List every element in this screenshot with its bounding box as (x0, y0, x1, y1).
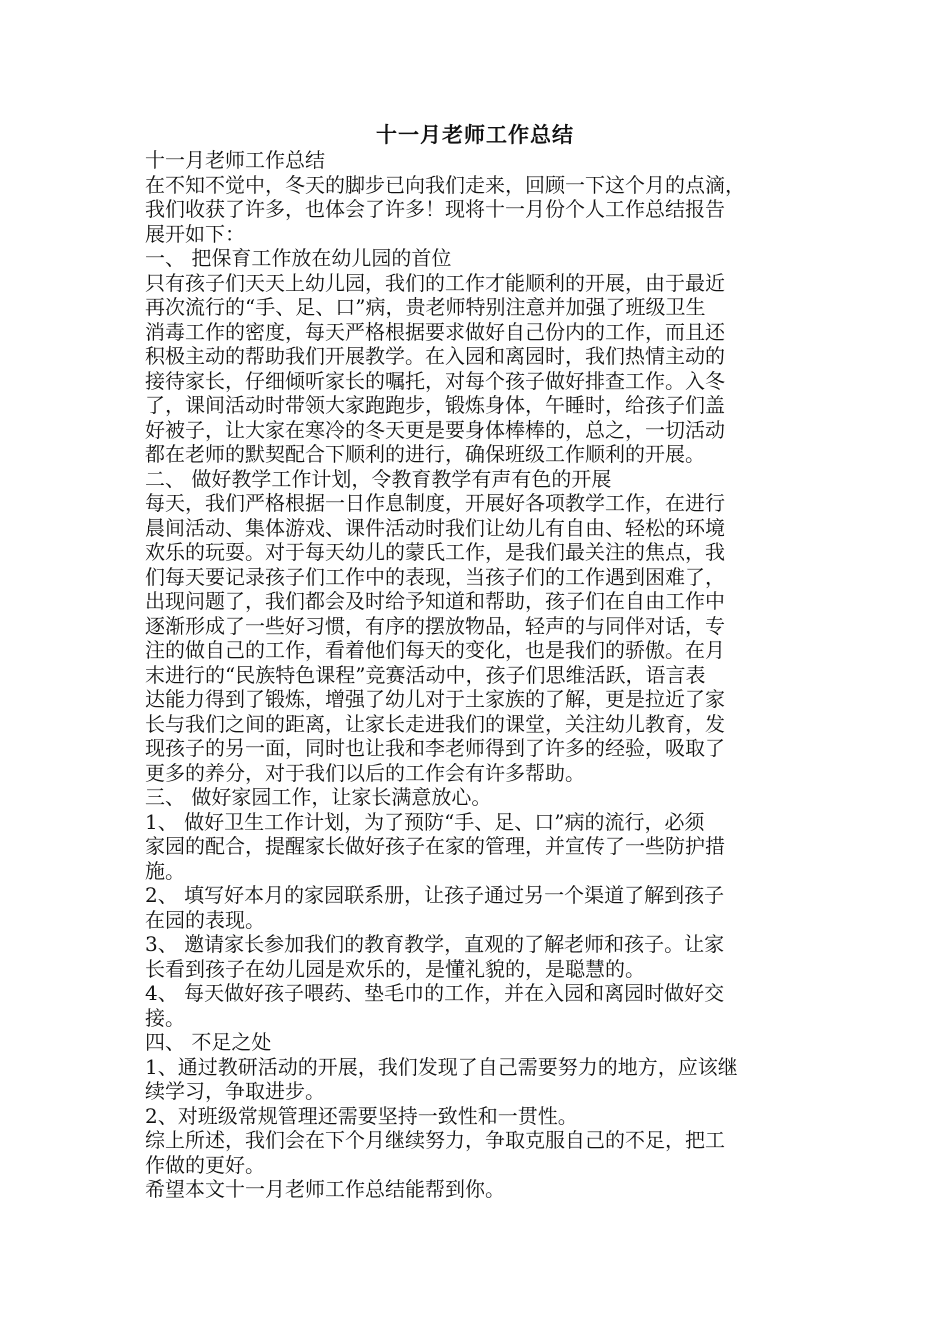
text-line: 消毒工作的密度，每天严格根据要求做好自己份内的工作，而且还 (145, 319, 725, 344)
text-line: 3、 邀请家长参加我们的教育教学，直观的了解老师和孩子。让家 (145, 932, 725, 956)
text-line: 2、 填写好本月的家园联系册，让孩子通过另一个渠道了解到孩子 (145, 883, 725, 907)
text-line: 了，课间活动时带领大家跑跑步，锻炼身体，午睡时，给孩子们盖 (145, 393, 725, 417)
text-line: 希望本文十一月老师工作总结能帮到你。 (145, 1177, 505, 1201)
text-line: 一、 把保育工作放在幼儿园的首位 (145, 246, 452, 270)
text-line: 长看到孩子在幼儿园是欢乐的，是懂礼貌的，是聪慧的。 (145, 956, 645, 981)
text-line: 我们收获了许多，也体会了许多！现将十一月份个人工作总结报告 (145, 197, 725, 221)
text-line: 作做的更好。 (145, 1152, 265, 1177)
text-line: 4、 每天做好孩子喂药、垫毛巾的工作，并在入园和离园时做好交 (145, 981, 725, 1005)
document-title: 十一月老师工作总结 (376, 123, 574, 147)
text-line: 三、 做好家园工作，让家长满意放心。 (145, 785, 492, 809)
text-line: 2、对班级常规管理还需要坚持一致性和一贯性。 (145, 1103, 578, 1128)
text-line: 欢乐的玩耍。对于每天幼儿的蒙氏工作，是我们最关注的焦点，我 (145, 540, 725, 564)
text-line: 接。 (145, 1005, 185, 1030)
text-line: 二、 做好教学工作计划，令教育教学有声有色的开展 (145, 466, 612, 491)
text-line: 现孩子的另一面，同时也让我和李老师得到了许多的经验，吸取了 (145, 736, 725, 760)
text-line: 晨间活动、集体游戏、课件活动时我们让幼儿有自由、轻松的环境 (145, 515, 725, 540)
text-line: 逐渐形成了一些好习惯，有序的摆放物品，轻声的与同伴对话，专 (145, 613, 725, 638)
text-line: 达能力得到了锻炼，增强了幼儿对于土家族的了解，更是拉近了家 (145, 687, 725, 711)
text-line: 家园的配合，提醒家长做好孩子在家的管理，并宣传了一些防护措 (145, 834, 725, 858)
text-line: 续学习，争取进步。 (145, 1079, 325, 1103)
document-body (145, 148, 805, 1202)
text-line: 综上所述，我们会在下个月继续努力，争取克服自己的不足，把工 (145, 1128, 725, 1152)
text-line: 在园的表现。 (145, 907, 265, 932)
text-line: 末进行的“民族特色课程”竞赛活动中，孩子们思维活跃，语言表 (145, 662, 706, 687)
text-line: 们每天要记录孩子们工作中的表现，当孩子们的工作遇到困难了， (145, 564, 725, 589)
text-line: 接待家长，仔细倾听家长的嘱托，对每个孩子做好排查工作。入冬 (145, 368, 725, 393)
text-line: 注的做自己的工作，看着他们每天的变化，也是我们的骄傲。在月 (145, 638, 725, 662)
text-line: 再次流行的“手、足、口”病，贵老师特别注意并加强了班级卫生 (145, 295, 706, 319)
text-line: 施。 (145, 858, 185, 883)
text-line: 长与我们之间的距离，让家长走进我们的课堂，关注幼儿教育，发 (145, 711, 725, 736)
text-line: 展开如下： (145, 221, 245, 246)
text-line: 好被子，让大家在寒冷的冬天更是要身体棒棒的，总之，一切活动 (145, 417, 725, 442)
text-line: 更多的养分，对于我们以后的工作会有许多帮助。 (145, 760, 585, 785)
text-line: 只有孩子们天天上幼儿园，我们的工作才能顺利的开展，由于最近 (145, 270, 725, 295)
text-line: 每天，我们严格根据一日作息制度，开展好各项教学工作，在进行 (145, 491, 725, 515)
text-line: 在不知不觉中，冬天的脚步已向我们走来，回顾一下这个月的点滴， (145, 172, 745, 197)
text-line: 十一月老师工作总结 (145, 148, 325, 172)
text-line: 1、通过教研活动的开展，我们发现了自己需要努力的地方，应该继 (145, 1054, 738, 1079)
text-line: 都在老师的默契配合下顺利的进行，确保班级工作顺利的开展。 (145, 442, 705, 466)
text-line: 出现问题了，我们都会及时给予知道和帮助，孩子们在自由工作中 (145, 589, 725, 613)
text-line: 1、 做好卫生工作计划，为了预防“手、足、口”病的流行，必须 (145, 809, 705, 834)
text-line: 积极主动的帮助我们开展教学。在入园和离园时，我们热情主动的 (145, 344, 725, 368)
text-line: 四、 不足之处 (145, 1030, 272, 1054)
